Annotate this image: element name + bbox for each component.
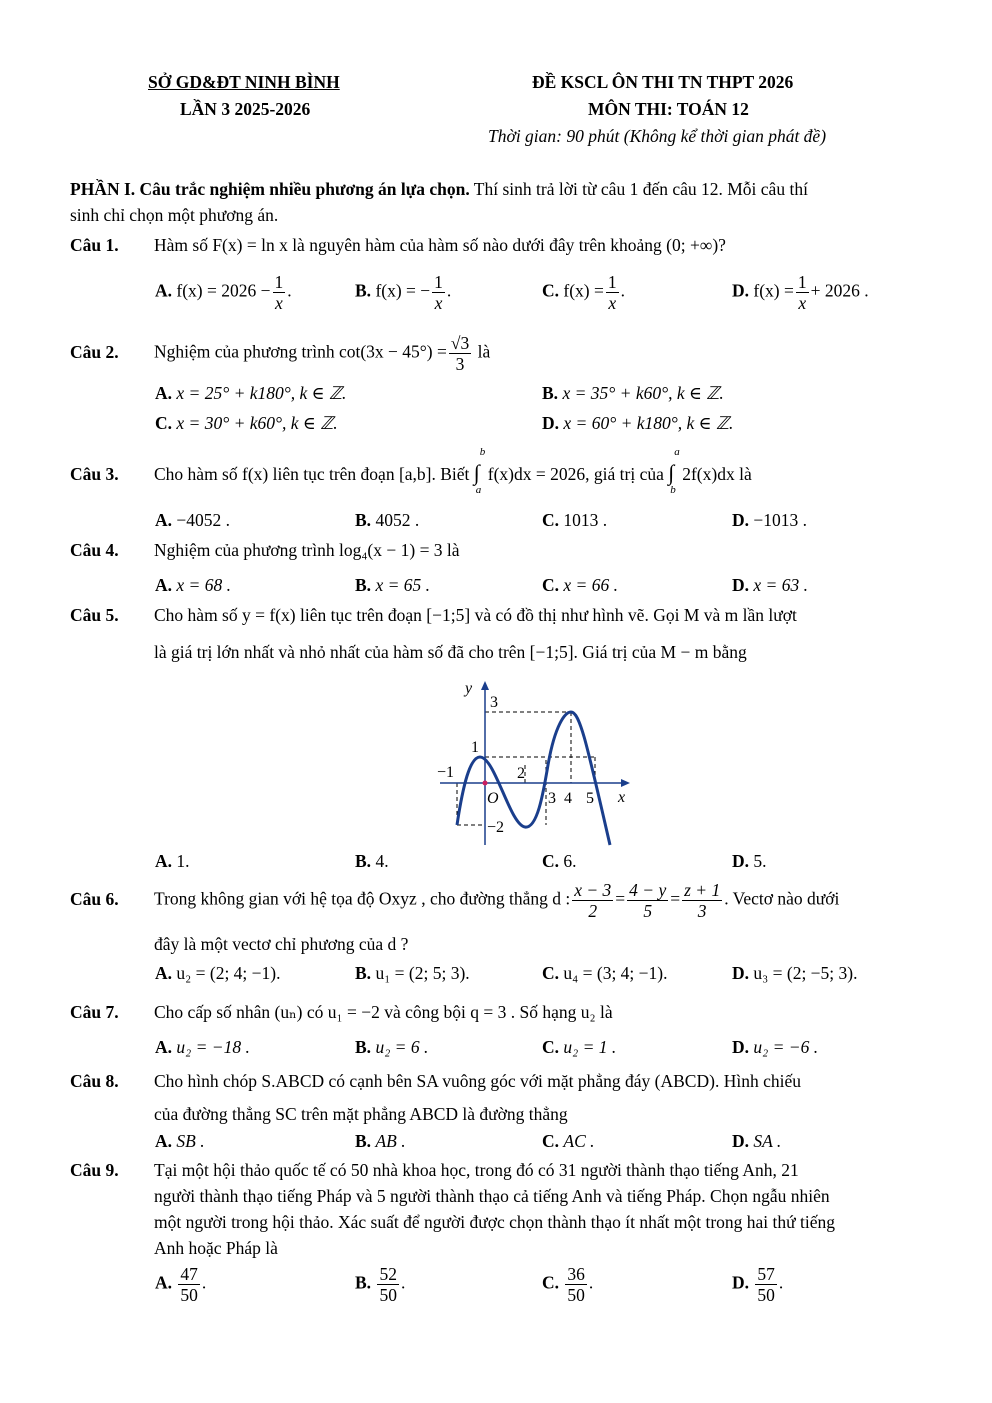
question-6: Câu 6. Trong không gian với hệ tọa độ Oxyz , cho đường thẳng d : $\frac{x - 3}{2}$ = $\frac{4 - y}{5}$ = $\frac{z + 1}{3}$ . Vectơ nào dưới [70,880,840,922]
option-letter: B. [355,575,372,595]
frac-num: 4 − y [629,880,667,900]
frac-num: 36 [567,1264,585,1284]
q8-option-a[interactable] [155,1131,205,1152]
origin-point [483,781,488,786]
question-8 [70,1071,801,1092]
option-letter: C. [542,510,560,530]
question-text: Cho hàm số y = f(x) liên tục trên đoạn [−1;5] và có đồ thị như hình vẽ. Gọi M và m lần lượt [154,605,797,625]
q4-option-b[interactable] [355,575,430,596]
q9-option-c[interactable] [542,1264,593,1305]
option-letter: A. [155,510,173,530]
question-text-after: là [739,464,752,484]
question-5-line-2: là giá trị lớn nhất và nhỏ nhất của hàm số đã cho trên [−1;5]. Giá trị của M − m bằng [154,642,747,662]
q6-option-a[interactable] [155,963,281,984]
question-8-line-2: của đường thẳng SC trên mặt phẳng ABCD là đường thẳng [154,1104,568,1124]
q3-option-c[interactable] [542,510,607,531]
option-text: u₁ = (2; 5; 3). [375,963,470,983]
x-label-3: 3 [548,790,556,807]
option-tail: + 2026 . [810,280,869,301]
frac-num: 57 [757,1264,775,1284]
question-text: Nghiệm của phương trình cot(3x − 45°) = [154,341,447,362]
question-5 [70,605,797,626]
question-text: Cho hình chóp S.ABCD có cạnh bên SA vuông góc với mặt phẳng đáy (ABCD). Hình chiếu [154,1071,801,1091]
question-9-line-3: một người trong hội thảo. Xác suất để người được chọn thành thạo ít nhất một trong hai thứ tiếng [154,1212,836,1232]
q8-option-c[interactable] [542,1131,595,1152]
option-letter: B. [355,851,372,871]
question-text: Cho hàm số f(x) liên tục trên đoạn [a,b]. Biết [154,464,470,484]
frac-num: 47 [180,1264,198,1284]
frac-num: √3 [450,333,470,353]
integral-expression-1: f(x)dx = 2026, giá trị của [487,464,664,484]
option-letter: A. [155,280,173,301]
header-subject: MÔN THI: TOÁN 12 [588,99,749,119]
x-label-5: 5 [586,790,594,807]
q2-option-c[interactable] [155,413,338,434]
option-text: AC . [563,1131,595,1151]
option-letter: B. [542,383,559,403]
option-letter: D. [732,510,750,530]
frac-den: 3 [455,354,465,375]
q2-option-a[interactable] [155,383,346,404]
x-label-neg1: −1 [437,764,455,781]
frac-den: x [608,293,617,314]
option-letter: D. [732,963,750,983]
option-text: 4052 . [375,510,420,530]
option-text: x = 60° + k180°, k ∈ ℤ. [563,413,734,433]
origin-label: O [487,790,499,807]
option-letter: C. [542,1037,560,1057]
option-text: u₂ = 1 . [563,1037,617,1057]
option-letter: A. [155,1131,173,1151]
option-text: u₃ = (2; −5; 3). [753,963,858,983]
question-9 [70,1160,799,1181]
option-letter: C. [155,413,173,433]
q1-option-b[interactable] [355,272,451,313]
option-text: f(x) = [563,280,604,301]
option-text: 6. [563,851,577,871]
question-7 [70,1002,613,1023]
frac-num: 1 [274,272,284,292]
frac-num: z + 1 [684,880,721,900]
option-text: AB . [375,1131,406,1151]
q5-option-a[interactable] [155,851,190,872]
frac-den: 50 [757,1285,775,1306]
frac-den: x [434,293,443,314]
frac-den: x [274,293,283,314]
option-letter: A. [155,851,173,871]
option-text: x = 63 . [753,575,808,595]
option-letter: D. [732,1131,750,1151]
y-label-neg2: −2 [487,819,505,836]
option-letter: C. [542,280,560,301]
option-text: SB . [176,1131,205,1151]
question-label: Câu 8. [70,1071,119,1091]
option-tail: . [588,1272,594,1293]
question-text: Trong không gian với hệ tọa độ Oxyz , cho đường thẳng d : [154,888,571,909]
option-text: f(x) = − [375,280,431,301]
question-label: Câu 6. [70,888,119,909]
option-text: 5. [753,851,767,871]
question-text: Hàm số F(x) = ln x là nguyên hàm của hàm số nào dưới đây trên khoảng (0; +∞)? [154,235,726,255]
option-letter: D. [732,1272,750,1293]
question-1 [70,235,726,256]
q2-option-b[interactable] [542,383,724,404]
option-text: 1013 . [563,510,608,530]
graph-helper-lines [457,712,595,825]
frac-num: 1 [797,272,807,292]
q4-option-d[interactable] [732,575,808,596]
q8-option-b[interactable] [355,1131,406,1152]
option-letter: A. [155,383,173,403]
integral-expression-2: 2f(x)dx [682,464,735,484]
q4-option-c[interactable] [542,575,618,596]
option-text: x = 66 . [563,575,618,595]
q7-option-b[interactable] [355,1037,428,1058]
option-text: u₂ = −18 . [176,1037,250,1057]
q1-option-a[interactable] [155,272,292,313]
frac-den: 50 [379,1285,397,1306]
option-letter: A. [155,1272,173,1293]
option-text: SA . [753,1131,782,1151]
question-label: Câu 5. [70,605,119,625]
option-text: −1013 . [753,510,808,530]
section-instruction-2: sinh chỉ chọn một phương án. [70,205,279,225]
integral-lower-limit: b [670,484,676,496]
frac-den: x [798,293,807,314]
q9-option-b[interactable] [355,1264,405,1305]
option-letter: B. [355,963,372,983]
q7-option-c[interactable] [542,1037,616,1058]
option-letter: B. [355,510,372,530]
x-label-2: 2 [517,765,525,782]
integral-sign-1: ∫ b a [473,446,486,496]
question-text: Tại một hội thảo quốc tế có 50 nhà khoa học, trong đó có 31 người thành thạo tiếng Anh, 21 [154,1160,799,1180]
option-text: x = 65 . [375,575,431,595]
question-text-tail: . Vectơ nào dưới [724,888,840,909]
integral-upper-limit: a [674,446,680,458]
integral-upper-limit: b [479,446,486,458]
x-label-4: 4 [564,790,572,807]
question-text: Nghiệm của phương trình log₄(x − 1) = 3 là [154,540,460,560]
question-9-line-4: Anh hoặc Pháp là [154,1238,278,1258]
question-label: Câu 2. [70,341,119,362]
x-axis-arrow-icon [621,779,630,787]
header-exam-title: ĐỀ KSCL ÔN THI TN THPT 2026 [532,72,794,92]
option-letter: C. [542,1131,560,1151]
q6-option-d[interactable] [732,963,858,984]
question-6-line-2: đây là một vectơ chỉ phương của d ? [154,934,409,954]
option-letter: A. [155,963,173,983]
y-axis-arrow-icon [481,681,489,690]
q3-option-b[interactable] [355,510,419,531]
q7-option-d[interactable] [732,1037,818,1058]
header-org: SỞ GD&ĐT NINH BÌNH [148,72,340,92]
option-letter: B. [355,1131,372,1151]
q7-option-a[interactable] [155,1037,250,1058]
section-line-1 [70,179,808,200]
frac-den: 50 [567,1285,585,1306]
section-title: PHẦN I. Câu trắc nghiệm nhiều phương án lựa chọn. [70,179,470,199]
option-tail: . [287,280,292,301]
q1-option-c[interactable] [542,272,625,313]
q8-option-d[interactable] [732,1131,781,1152]
option-letter: D. [732,851,750,871]
q2-option-d[interactable] [542,413,733,434]
q5-option-d[interactable] [732,851,767,872]
q6-option-c[interactable] [542,963,668,984]
option-text: u₄ = (3; 4; −1). [563,963,668,983]
q6-option-b[interactable] [355,963,470,984]
frac-num: 1 [607,272,617,292]
option-text: f(x) = 2026 − [176,280,271,301]
frac-num: 52 [379,1264,397,1284]
y-label-1: 1 [471,739,479,756]
option-letter: C. [542,1272,560,1293]
option-tail: . [400,1272,406,1293]
q5-option-c[interactable] [542,851,577,872]
option-tail: . [446,280,452,301]
option-letter: D. [542,413,560,433]
option-tail: . [620,280,625,301]
option-text: x = 68 . [176,575,231,595]
option-text: x = 30° + k60°, k ∈ ℤ. [176,413,338,433]
option-text: 4. [375,851,389,871]
frac-num: 1 [434,272,443,292]
question-label: Câu 4. [70,540,119,560]
q3-option-a[interactable] [155,510,230,531]
function-graph [425,675,640,850]
header-time: Thời gian: 90 phút (Không kể thời gian phát đề) [488,126,827,146]
frac-den: 3 [697,901,707,922]
option-letter: B. [355,1272,372,1293]
option-text: −4052 . [176,510,231,530]
q9-option-a[interactable] [155,1264,206,1305]
q1-option-d[interactable] [732,272,869,313]
option-text: x = 35° + k60°, k ∈ ℤ. [562,383,724,403]
question-label: Câu 9. [70,1160,119,1180]
q5-option-b[interactable] [355,851,389,872]
question-text-after: là [477,341,491,362]
option-text: u₂ = (2; 4; −1). [176,963,281,983]
option-letter: C. [542,851,560,871]
frac-den: 50 [180,1285,198,1306]
frac-num: x − 3 [574,880,612,900]
option-text: 1. [176,851,190,871]
y-axis-label: y [465,680,473,697]
question-3 [70,446,752,496]
option-tail: . [778,1272,784,1293]
option-letter: C. [542,575,560,595]
question-9-line-2: người thành thạo tiếng Pháp và 5 người thành thạo cả tiếng Anh và tiếng Pháp. Chọn ngẫu nhiên [154,1186,830,1206]
option-letter: C. [542,963,560,983]
option-text: u₂ = 6 . [375,1037,429,1057]
integral-sign-2: ∫ a b [668,446,680,496]
option-text: u₂ = −6 . [753,1037,819,1057]
question-4 [70,540,460,561]
option-letter: B. [355,1037,372,1057]
option-text: f(x) = [753,280,794,301]
q4-option-a[interactable] [155,575,231,596]
question-label: Câu 3. [70,464,119,484]
y-label-3: 3 [490,694,498,711]
integral-lower-limit: a [475,484,482,496]
question-label: Câu 1. [70,235,119,255]
section-instruction-1: Thí sinh trả lời từ câu 1 đến câu 12. Mỗi câu thí [469,179,808,199]
question-text: Cho cấp số nhân (uₙ) có u₁ = −2 và công bội q = 3 . Số hạng u₂ là [154,1002,613,1022]
q3-option-d[interactable] [732,510,807,531]
question-2 [70,333,490,374]
option-letter: B. [355,280,372,301]
q9-option-d[interactable] [732,1264,783,1305]
option-letter: A. [155,1037,173,1057]
option-letter: D. [732,1037,750,1057]
question-label: Câu 7. [70,1002,119,1022]
x-axis-label: x [618,789,626,806]
header-round: LẦN 3 2025-2026 [180,99,311,119]
option-letter: D. [732,575,750,595]
option-letter: D. [732,280,750,301]
option-tail: . [201,1272,207,1293]
frac-den: 2 [588,901,598,922]
frac-den: 5 [643,901,653,922]
option-letter: A. [155,575,173,595]
option-text: x = 25° + k180°, k ∈ ℤ. [176,383,347,403]
